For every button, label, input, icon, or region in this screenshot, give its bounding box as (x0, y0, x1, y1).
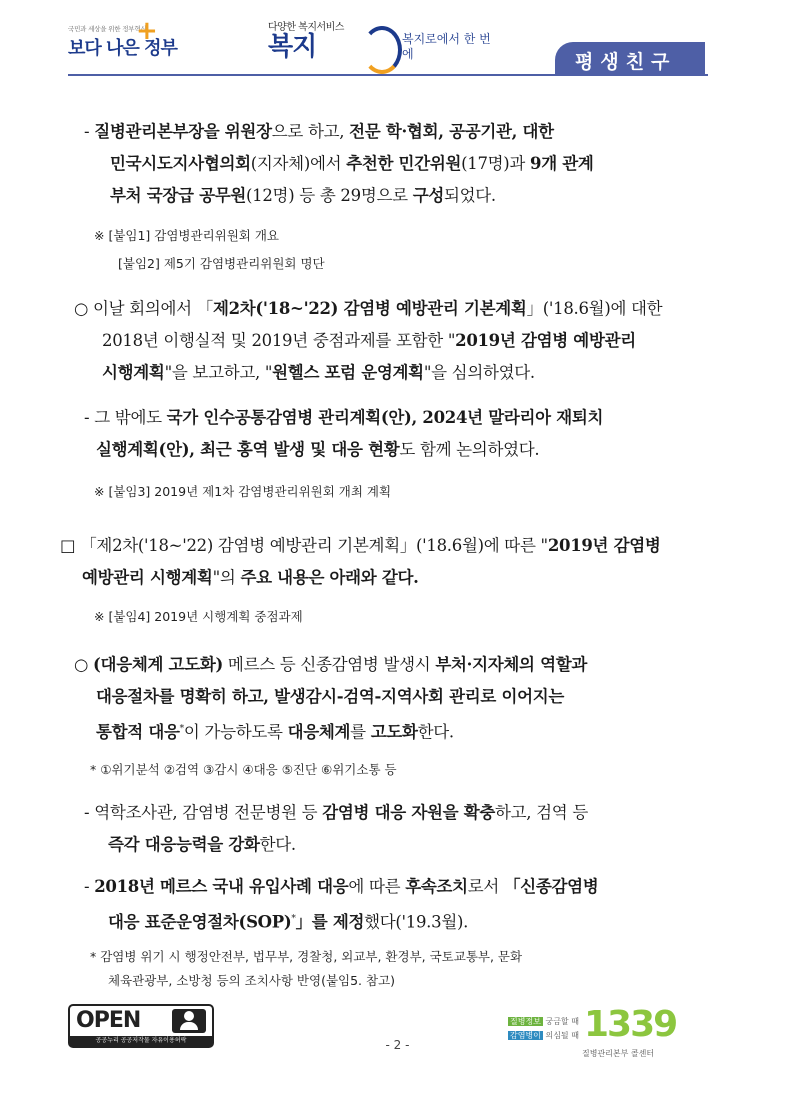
footnote-text: * ①위기분석 ②검역 ③감시 ④대응 ⑤진단 ⑥위기소통 등 (90, 762, 397, 777)
footnote-1 (90, 758, 397, 782)
paragraph-plan-contents (60, 530, 661, 594)
text-line: - 역학조사관, 감염병 전문병원 등 감염병 대응 자원을 확충하고, 검역 등 (84, 803, 589, 822)
open-license-text: OPEN (76, 1008, 141, 1033)
hotline-line-1: 질병정보 궁금할 때 (510, 1017, 579, 1026)
text-line: 부처 국장급 공무원(12명) 등 총 29명으로 구성되었다. (110, 186, 496, 205)
footnote-text: * 감염병 위기 시 행정안전부, 법무부, 경찰청, 외교부, 환경부, 국토교통부, 문화 (90, 949, 523, 964)
text-line: □ 「제2차('18~'22) 감염병 예방관리 기본계획」('18.6월)에 따른 "2019년 감염병 (60, 536, 661, 555)
text-line: - 2018년 메르스 국내 유입사례 대응에 따른 후속조치로서 「신종감염병 (84, 877, 599, 896)
hotline-logo (508, 1004, 688, 1076)
paragraph-committee (84, 116, 706, 212)
plus-icon: + (136, 16, 158, 46)
text-line: 시행계획"을 보고하고, "원헬스 포럼 운영계획"을 심의하였다. (102, 363, 535, 382)
government-logo-text: 보다 나은 정부 (68, 38, 177, 59)
attachment-note: [붙임2] 제5기 감염병관리위원회 명단 (118, 256, 325, 271)
hotline-line-2: 감염병이 의심될 때 (510, 1031, 579, 1040)
attachment-notes-1 (94, 222, 325, 278)
text-line: ○ 이날 회의에서 「제2차('18~'22) 감염병 예방관리 기본계획」('18.6월)에 대한 (74, 299, 663, 318)
attachment-note: ※ [붙임4] 2019년 시행계획 중점과제 (94, 609, 303, 624)
page-footer (0, 1000, 795, 1120)
footnote-2 (90, 945, 522, 993)
attachment-notes-2 (94, 478, 391, 506)
attribution-icon (172, 1009, 206, 1033)
text-line: 통합적 대응*이 가능하도록 대응체계를 고도화한다. (96, 722, 454, 742)
page-header (0, 0, 795, 90)
bokjiro-logo (268, 18, 491, 62)
text-line: 대응 표준운영절차(SOP)*」를 제정했다('19.3월). (108, 912, 469, 932)
text-line: ○ (대응체계 고도화) 메르스 등 신종감염병 발생시 부처·지자체의 역할과 (74, 655, 588, 674)
footnote-text: 체육관광부, 소방청 등의 조치사항 반영(붙임5. 참고) (108, 973, 396, 988)
bokjiro-name: 복지 (268, 32, 317, 62)
attachment-note: ※ [붙임3] 2019년 제1차 감염병관리위원회 개최 계획 (94, 484, 392, 499)
text-line: 예방관리 시행계획"의 주요 내용은 아래와 같다. (82, 568, 419, 587)
text-line: 즉각 대응능력을 강화한다. (108, 835, 296, 854)
bokjiro-tagline: 다양한 복지서비스 (268, 22, 344, 33)
header-tab-label: 평생친구 (575, 51, 677, 73)
paragraph-other-plans (84, 402, 603, 466)
text-line: 2018년 이행실적 및 2019년 중점과제를 포함한 "2019년 감염병 예방관리 (102, 331, 636, 350)
attachment-note: ※ [붙임1] 감염병관리위원회 개요 (94, 228, 280, 243)
attachment-notes-3 (94, 603, 303, 631)
page-number: - 2 - (385, 1038, 410, 1052)
text-line: 실행계획(안), 최근 홍역 발생 및 대응 현황도 함께 논의하였다. (96, 440, 540, 459)
text-line: - 그 밖에도 국가 인수공통감염병 관리계획(안), 2024년 말라리아 재퇴치 (84, 408, 604, 427)
hotline-number: 1339 (584, 1004, 677, 1045)
government-logo (68, 24, 177, 60)
text-line: 민국시도지사협의회(지자체)에서 추천한 민간위원(17명)과 9개 관계 (110, 154, 594, 173)
hotline-caption: 질병관리본부 콜센터 (582, 1049, 655, 1058)
open-license-subtext: 공공누리 공공저작물 자유이용허락 (70, 1036, 212, 1046)
paragraph-meeting (74, 293, 662, 389)
header-tab (555, 42, 705, 76)
bokjiro-subtext: 복지로에서 한 번에 (402, 32, 491, 61)
government-logo-tagline: 국민과 세상을 위한 정부혁신 (68, 25, 147, 33)
text-line: 대응절차를 명확히 하고, 발생감시-검역-지역사회 관리로 이어지는 (96, 687, 565, 706)
paragraph-resources (84, 797, 588, 861)
text-line: - 질병관리본부장을 위원장으로 하고, 전문 학·협회, 공공기관, 대한 (84, 122, 554, 141)
paragraph-sop (84, 871, 598, 939)
bokjiro-swoosh-icon (362, 26, 402, 74)
header-divider (68, 74, 708, 76)
paragraph-response-system (74, 649, 587, 749)
